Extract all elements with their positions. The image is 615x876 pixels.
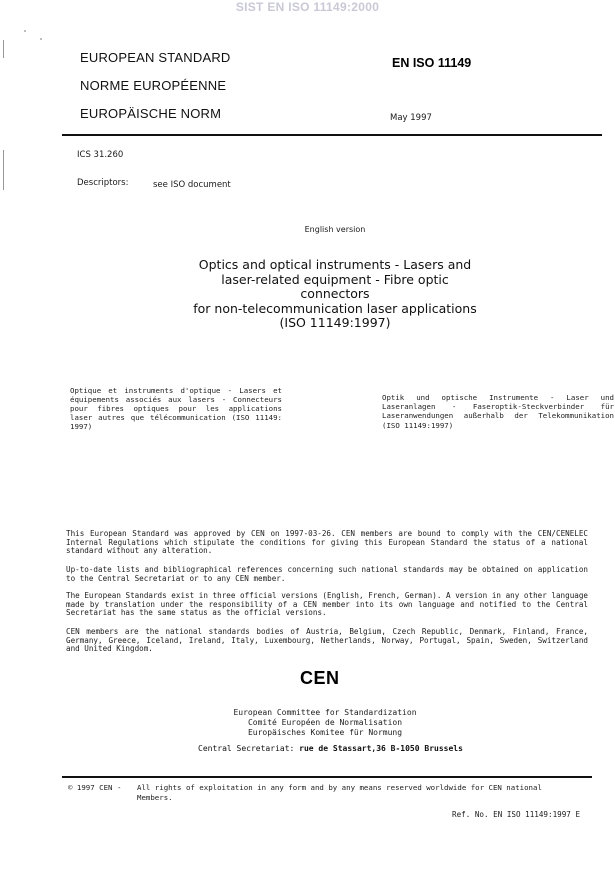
- descriptors-label: Descriptors:: [77, 178, 129, 188]
- references-paragraph: Up-to-date lists and bibliographical references concerning such national standards may be obtained on application to the Central Secretariat or to any CEN member.: [66, 565, 588, 583]
- members-paragraph: CEN members are the national standards bodies of Austria, Belgium, Czech Republic, Denmark, Finland, France, Germany, Greece, Iceland, Ireland, Italy, Luxembourg, Netherlands, Norway, Portugal, Spain, Sweden, Switzerland and United Kingdom.: [66, 627, 588, 654]
- central-secretariat: [198, 744, 463, 753]
- secretariat-label: Central Secretariat:: [198, 744, 295, 753]
- german-title: Optik und optische Instrumente - Laser und Laseranlagen - Faseroptik-Steckverbinder für Laseranwendungen außerhalb der Telekommunikation (ISO 11149:1997): [382, 393, 614, 430]
- footer-divider: [62, 776, 592, 778]
- committee-name-en: European Committee for Standardization: [233, 708, 417, 717]
- scan-mark: [3, 40, 4, 58]
- french-title: Optique et instruments d'optique - Lasers et équipements associés aux lasers - Connecteurs pour fibres optiques pour les applications laser autres que télécommunication (ISO 11149: 1997): [70, 386, 282, 431]
- scan-speck: [40, 38, 42, 40]
- standard-type-fr: NORME EUROPÉENNE: [80, 78, 227, 93]
- versions-paragraph: The European Standards exist in three official versions (English, French, German). A version in any other language made by translation under the responsibility of a CEN member into its own language and notified to the Central Secretariat has the same status as the official versions.: [66, 591, 588, 618]
- publication-date: May 1997: [390, 113, 432, 123]
- scan-mark: [3, 150, 4, 190]
- title-line: laser-related equipment - Fibre optic connectors: [221, 271, 449, 301]
- cen-logo: CEN: [300, 668, 340, 688]
- approval-paragraph: This European Standard was approved by CEN on 1997-03-26. CEN members are bound to comply with the CEN/CENELEC Internal Regulations which stipulate the conditions for giving this European Standard the status of a national standard without any alteration.: [66, 529, 588, 556]
- watermark: SIST EN ISO 11149:2000: [235, 0, 380, 14]
- secretariat-address: rue de Stassart,36 B-1050 Brussels: [299, 744, 463, 753]
- committee-names: [230, 708, 420, 738]
- standard-number: EN ISO 11149: [392, 56, 472, 70]
- standard-type-en: EUROPEAN STANDARD: [80, 50, 231, 65]
- committee-name-fr: Comité Européen de Normalisation: [247, 718, 403, 727]
- rights-statement: All rights of exploitation in any form and by any means reserved worldwide for CEN national Members.: [137, 783, 542, 802]
- title-line: (ISO 11149:1997): [279, 315, 391, 330]
- header-divider: [62, 134, 602, 136]
- scan-speck: [24, 30, 26, 32]
- standard-type-de: EUROPÄISCHE NORM: [80, 106, 222, 121]
- document-title: [185, 258, 485, 331]
- reference-number: Ref. No. EN ISO 11149:1997 E: [452, 810, 581, 819]
- title-line: Optics and optical instruments - Lasers and: [198, 257, 472, 272]
- version-label: English version: [304, 225, 366, 234]
- descriptors-value: see ISO document: [153, 180, 231, 190]
- ics-code: ICS 31.260: [77, 150, 124, 160]
- committee-name-de: Europäisches Komitee für Normung: [247, 728, 403, 737]
- copyright: © 1997 CEN -: [68, 783, 122, 792]
- title-line: for non-telecommunication laser applications: [193, 300, 477, 316]
